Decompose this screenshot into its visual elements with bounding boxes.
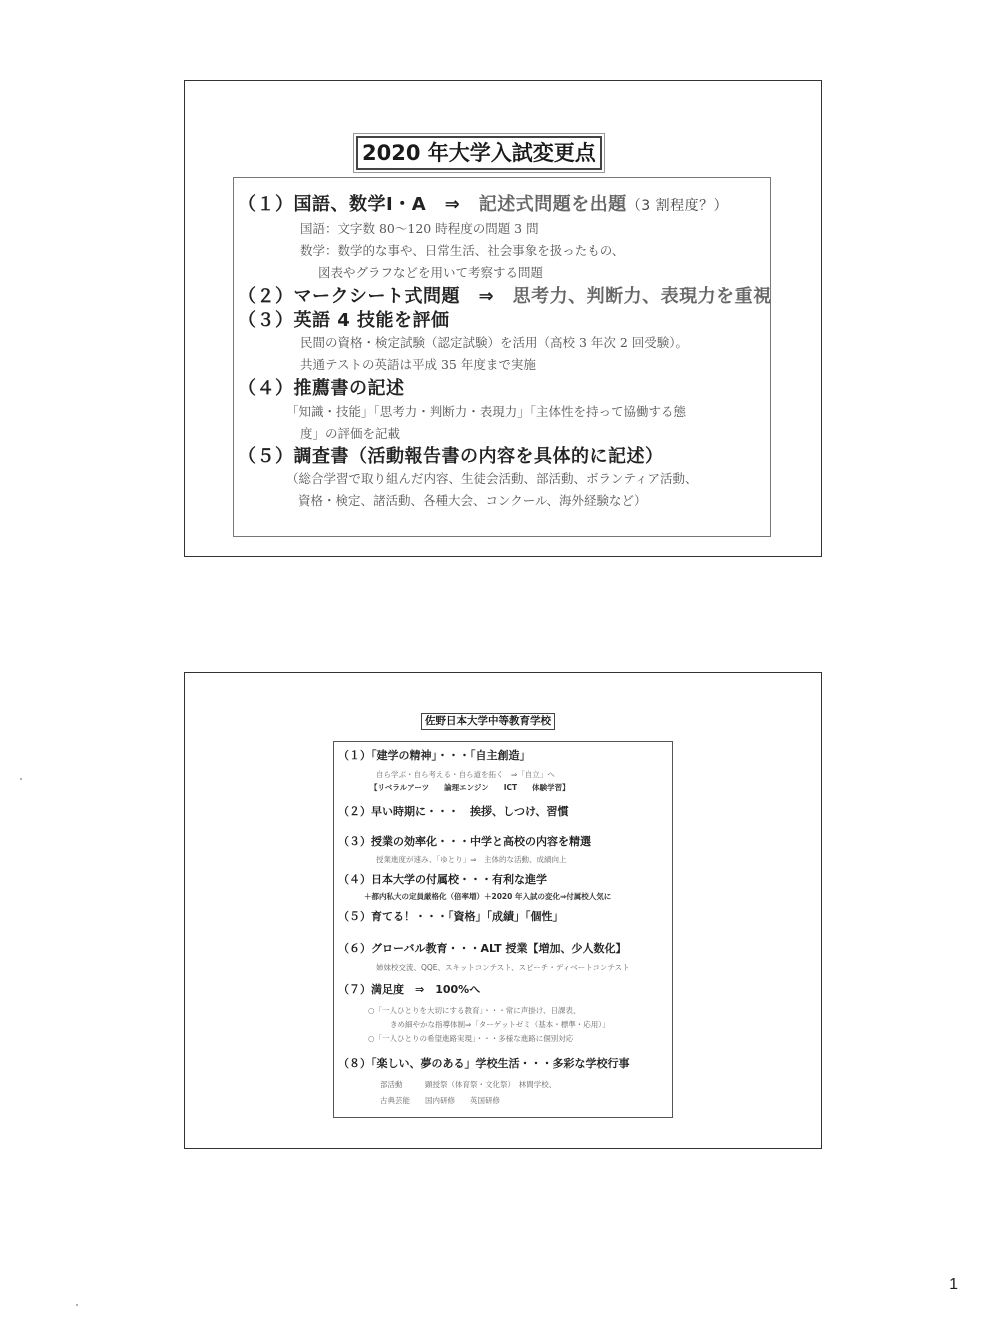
item-3-heading: （３）授業の効率化・・・中学と高校の内容を精選 [338, 835, 591, 848]
slide-1 [184, 80, 822, 557]
item-4-detail: ＋都内私大の定員厳格化（倍率増）＋2020 年入試の変化⇒付属校人気に [364, 892, 612, 901]
slide-2-title: 佐野日本大学中等教育学校 [421, 713, 555, 730]
item-4-detail: 「知識・技能」「思考力・判断力・表現力」「主体性を持って協働する態 [286, 404, 687, 419]
item-1-detail: 自ら学ぶ・自ら考える・自ら道を拓く ⇒「自立」へ [376, 770, 555, 779]
heading-text: （１）国語、数学Ⅰ・A ⇒ [238, 194, 479, 215]
item-4-heading: （４）推薦書の記述 [238, 378, 405, 399]
item-5-heading: （５）育てる！・・・「資格」「成績」「個性」 [338, 910, 564, 923]
item-5-detail: （総合学習で取り組んだ内容、生徒会活動、部活動、ボランティア活動、 [286, 471, 698, 486]
item-1-heading: （１）「建学の精神」・・・「自主創造」 [338, 749, 531, 762]
item-7-detail: きめ細やかな指導体制⇒「ターゲットゼミ（基本・標準・応用）」 [390, 1020, 610, 1029]
item-2-heading: （２）早い時期に・・・ 挨拶、しつけ、習慣 [338, 805, 569, 818]
item-5-detail: 資格・検定、諸活動、各種大会、コンクール、海外経験など） [298, 493, 647, 508]
item-6-heading: （６）グローバル教育・・・ALT 授業【増加、少人数化】 [338, 942, 627, 955]
item-1-detail: 国語：文字数 80～120 時程度の問題 3 問 [300, 221, 539, 236]
scan-speck [76, 1304, 78, 1306]
item-3-heading: （３）英語 4 技能を評価 [238, 310, 450, 331]
item-8-heading: （８）「楽しい、夢のある」学校生活・・・多彩な学校行事 [338, 1057, 630, 1070]
item-2-heading [238, 282, 772, 308]
heading-note: （3 割程度？） [626, 198, 729, 214]
item-1-heading [238, 190, 728, 216]
item-7-heading: （７）満足度 ⇒ 100%へ [338, 983, 481, 996]
heading-text: （２）マークシート式問題 ⇒ [238, 286, 513, 307]
slide-1-content-box [233, 177, 771, 537]
item-7-detail: ○「一人ひとりの希望進路実現」・・・多様な進路に個別対応 [368, 1034, 574, 1043]
item-3-detail: 共通テストの英語は平成 35 年度まで実施 [300, 357, 536, 372]
item-1-detail: 数学：数学的な事や、日常生活、社会事象を扱ったもの、 [300, 243, 625, 258]
item-4-heading: （４）日本大学の付属校・・・有利な進学 [338, 873, 547, 886]
item-5-heading: （５）調査書（活動報告書の内容を具体的に記述） [238, 446, 664, 467]
item-6-detail: 姉妹校交流、QQE、スキットコンテスト、スピーチ・ディベートコンテスト [376, 963, 630, 972]
item-8-detail: 部活動 顕授祭（体育祭・文化祭） 林間学校、 [380, 1080, 557, 1089]
item-3-detail: 授業進度が速み、「ゆとり」⇒ 主体的な活動、成績向上 [376, 855, 567, 864]
item-3-detail: 民間の資格・検定試験（認定試験）を活用（高校 3 年次 2 回受験）。 [300, 335, 689, 350]
page-number: 1 [949, 1276, 958, 1293]
slide-2-content-box [333, 741, 673, 1118]
scan-speck [20, 778, 22, 780]
heading-emphasis: 記述式問題を出題 [478, 194, 627, 215]
item-7-detail: ○「一人ひとりを大切にする教育」・・・常に声掛け、日課表、 [368, 1006, 581, 1015]
slide-1-title: 2020 年大学入試変更点 [356, 136, 602, 170]
item-8-detail: 古典芸能 国内研修 英国研修 [380, 1096, 500, 1105]
heading-emphasis: 思考力、判断力、表現力を重視 [512, 286, 772, 307]
item-1-detail: 【リベラルアーツ 論理エンジン ICT 体験学習】 [370, 783, 570, 792]
item-1-detail: 図表やグラフなどを用いて考察する問題 [318, 265, 544, 280]
item-4-detail: 度」の評価を記載 [300, 426, 401, 441]
slide-2 [184, 672, 822, 1149]
